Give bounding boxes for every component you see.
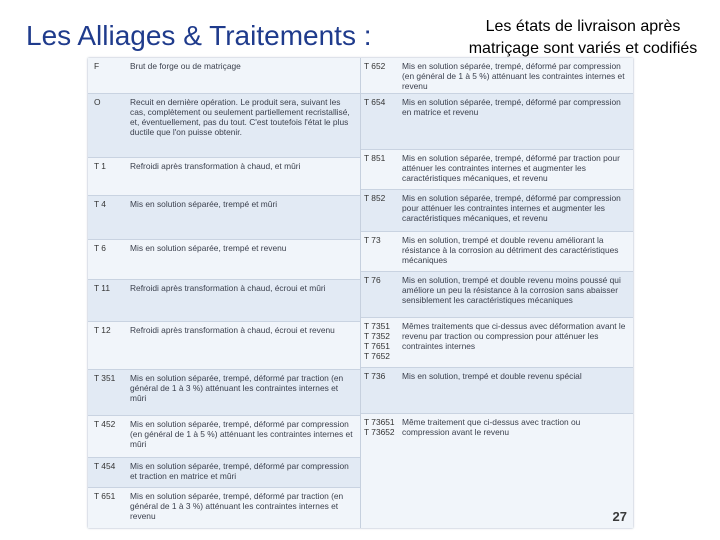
temper-code: T 652 xyxy=(364,61,386,71)
table-row xyxy=(361,150,633,190)
temper-code: T 73651 T 73652 xyxy=(364,417,395,437)
table-row xyxy=(88,370,360,416)
temper-description: Mis en solution, trempé et double revenu moins poussé qui améliore un peu la résistance à la corrosion sans abaisser sensiblement les caractéristiques mécaniques xyxy=(402,275,621,305)
table-row xyxy=(361,272,633,318)
temper-code: T 76 xyxy=(364,275,381,285)
table-row xyxy=(88,158,360,196)
table-right-column xyxy=(361,58,633,528)
table-row xyxy=(361,414,633,528)
temper-description: Mis en solution séparée, trempé, déformé par compression (en général de 1 à 5 %) atténuant les contraintes internes et mûri xyxy=(130,419,353,449)
temper-code: T 7351 T 7352 T 7651 T 7652 xyxy=(364,321,390,361)
temper-code: T 351 xyxy=(94,373,116,383)
page-number: 27 xyxy=(612,509,627,524)
temper-description: Recuit en dernière opération. Le produit sera, suivant les cas, complètement ou seulement partiellement recristallisé, et, éventuellement, pas du tout. C'est toutefois l'état le plus ductile que l'on puisse obtenir. xyxy=(130,97,350,137)
temper-code: T 852 xyxy=(364,193,386,203)
table-row xyxy=(88,280,360,322)
temper-description: Mis en solution séparée, trempé, déformé par compression pour atténuer les contraintes internes et augmenter les caractéristiques mécaniques, et revenu xyxy=(402,193,621,223)
temper-description: Refroidi après transformation à chaud, et mûri xyxy=(130,161,301,171)
subtitle-line-2: matriçage sont variés et codifiés xyxy=(468,40,698,57)
scanned-table-image xyxy=(88,58,633,528)
temper-code: T 4 xyxy=(94,199,106,209)
temper-code: F xyxy=(94,61,100,71)
table-row xyxy=(361,58,633,94)
temper-code: T 736 xyxy=(364,371,386,381)
temper-code: T 6 xyxy=(94,243,106,253)
temper-description: Mis en solution, trempé et double revenu améliorant la résistance à la corrosion au détriment des caractéristiques mécaniques xyxy=(402,235,619,265)
table-row xyxy=(88,322,360,370)
temper-description: Brut de forge ou de matriçage xyxy=(130,61,241,71)
subtitle-line-1: Les états de livraison après xyxy=(485,18,681,35)
table-row xyxy=(88,196,360,240)
temper-code: T 651 xyxy=(94,491,116,501)
temper-code: T 452 xyxy=(94,419,116,429)
temper-description: Mis en solution séparée, trempé, déformé par traction pour atténuer les contraintes internes et augmenter les caractéristiques mécaniques, et revenu xyxy=(402,153,620,183)
temper-code: O xyxy=(94,97,101,107)
table-row xyxy=(361,94,633,150)
slide-subtitle xyxy=(446,16,720,60)
table-row xyxy=(88,94,360,158)
temper-code: T 1 xyxy=(94,161,106,171)
temper-description: Mis en solution, trempé et double revenu spécial xyxy=(402,371,582,381)
table-row xyxy=(88,488,360,528)
temper-code: T 851 xyxy=(364,153,386,163)
temper-code: T 73 xyxy=(364,235,381,245)
table-row xyxy=(361,368,633,414)
temper-description: Refroidi après transformation à chaud, écroui et mûri xyxy=(130,283,326,293)
slide-title: Les Alliages & Traitements : xyxy=(26,20,372,51)
temper-code: T 654 xyxy=(364,97,386,107)
table-row xyxy=(88,240,360,280)
temper-description: Mis en solution séparée, trempé et revenu xyxy=(130,243,287,253)
temper-description: Mis en solution séparée, trempé, déformé par compression en matrice et revenu xyxy=(402,97,621,117)
temper-description: Mis en solution séparée, trempé, déformé par traction (en général de 1 à 3 %) atténuant les contraintes internes et mûri xyxy=(130,373,344,403)
table-row xyxy=(361,318,633,368)
table-row xyxy=(361,232,633,272)
table-row xyxy=(361,190,633,232)
table-row xyxy=(88,416,360,458)
temper-description: Mis en solution séparée, trempé, déformé par compression (en général de 1 à 5 %) atténuant les contraintes internes et revenu xyxy=(402,61,625,91)
temper-description: Mis en solution séparée, trempé, déformé par compression et traction en matrice et mûri xyxy=(130,461,349,481)
temper-description: Même traitement que ci-dessus avec traction ou compression avant le revenu xyxy=(402,417,581,437)
temper-code: T 12 xyxy=(94,325,111,335)
temper-description: Mis en solution séparée, trempé et mûri xyxy=(130,199,278,209)
table-left-column xyxy=(88,58,361,528)
temper-code: T 11 xyxy=(94,283,110,293)
table-row xyxy=(88,58,360,94)
temper-description: Refroidi après transformation à chaud, écroui et revenu xyxy=(130,325,335,335)
table-row xyxy=(88,458,360,488)
temper-description: Mêmes traitements que ci-dessus avec déformation avant le revenu par traction ou compression pour atténuer les contraintes internes xyxy=(402,321,626,351)
temper-code: T 454 xyxy=(94,461,116,471)
temper-description: Mis en solution séparée, trempé, déformé par traction (en général de 1 à 3 %) atténuant les contraintes internes et revenu xyxy=(130,491,344,521)
